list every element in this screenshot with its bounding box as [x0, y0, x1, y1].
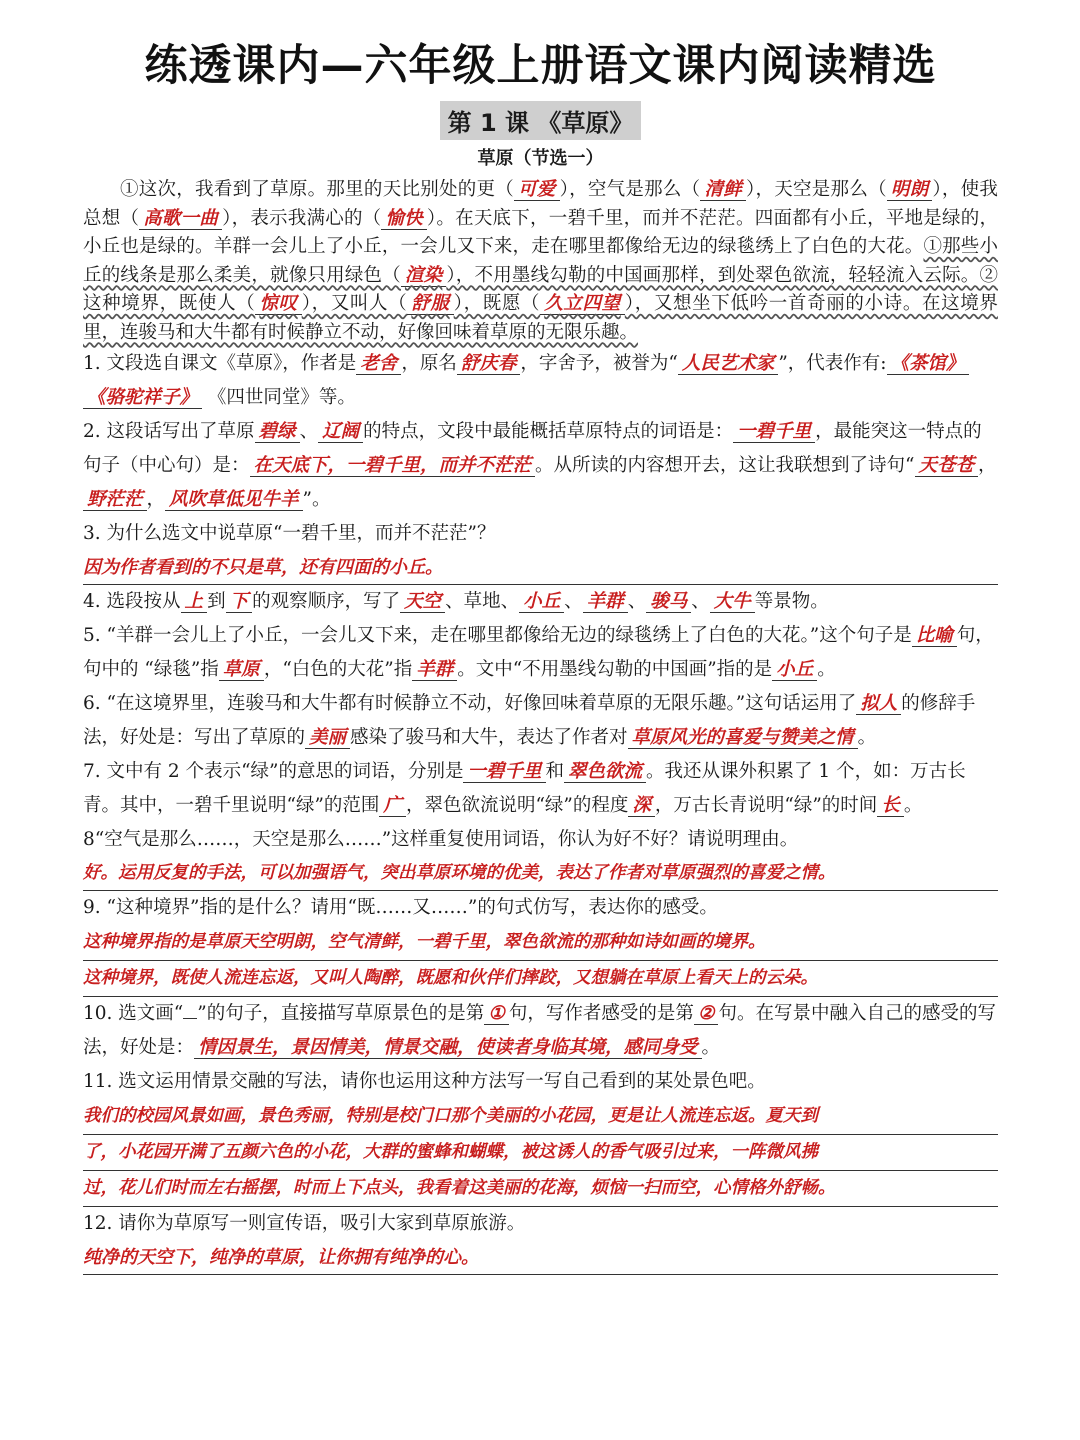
- underline-marker: [183, 1018, 197, 1019]
- question-2: 2. 这段话写出了草原 碧绿 、 辽阔 的特点，文段中最能概括草原特点的词语是： 一碧千里 ，最能突这一特点的句子（中心句）是： 在天底下，一碧千里，而并不茫茫 。从所读的内容想开去，这让我联想到了诗句“ 天苍苍 ，野茫茫 ， 风吹草低见牛羊 ”。: [83, 421, 997, 510]
- answer-blank: 久立四望: [540, 293, 625, 315]
- question-1: 1. 文段选自课文《草原》，作者是 老舍 ，原名 舒庆春 ，字舍予，被誉为“ 人民艺术家 ”，代表作有: 《茶馆》 《骆驼祥子》 《四世同堂》等。: [83, 347, 998, 415]
- question-4: 4. 选段按从 上 到 下 的观察顺序，写了 天空 、草地、 小丘 、 羊群 、 骏马 、 大牛 等景物。: [83, 591, 829, 612]
- question-5: 5. “羊群一会儿上了小丘，一会儿又下来，走在哪里都像给无边的绿毯绣上了白色的大花。”这个句子是 比喻 句，句中的 “绿毯”指 草原 ，“白色的大花”指 羊群 。文中“不用墨线勾勒的中国画”指的是 小丘 。: [83, 625, 994, 680]
- question-6: 6. “在这境界里，连骏马和大牛都有时候静立不动，好像回味着草原的无限乐趣。”这句话运用了 拟人 的修辞手法，好处是：写出了草原的 美丽 感染了骏马和大牛，表达了作者对 草原风光的喜爱与赞美之情 。: [83, 693, 976, 748]
- answer-8: 好。运用反复的手法，可以加强语气，突出草原环境的优美，表达了作者对草原强烈的喜爱之情。: [83, 857, 998, 891]
- question-8: 8“空气是那么……，天空是那么……”这样重复使用词语，你认为好不好？请说明理由。: [83, 829, 799, 850]
- page-title: 练透课内—六年级上册语文课内阅读精选: [144, 41, 937, 91]
- answer-blank: 愉快: [381, 208, 426, 230]
- answer-blank: 舒服: [407, 293, 453, 315]
- question-10: 10. 选文画“ ”的句子，直接描写草原景色的是第 ① 句，写作者感受的是第 ② 句。在写景中融入自己的感受的写法，好处是： 情因景生，景因情美，情景交融，使读者身临其境，感同身受 。: [83, 1003, 996, 1058]
- question-3: 3. 为什么选文中说草原“一碧千里，而并不茫茫”？: [83, 523, 496, 544]
- answer-11: 我们的校园风景如画，景色秀丽，特别是校门口那个美丽的小花园，更是让人流连忘返。夏天到 了，小花园开满了五颜六色的小花，大群的蜜蜂和蝴蝶，被这诱人的香气吸引过来，一阵微风拂 过，花儿们时而左右摇摆，时而上下点头，我看着这美丽的花海，烦恼一扫而空，心情格外舒畅。: [83, 1099, 998, 1207]
- reading-passage: ①这次，我看到了草原。那里的天比别处的更（ 可爱 ），空气是那么（ 清鲜 ），天空是那么（ 明朗 ），使我总想（ 高歌一曲 ），表示我满心的（ 愉快 ）。在天底下，一碧千里，而并不茫茫。四面都有小丘，平地是绿的，小丘也是绿的。羊群一会儿上了小丘，一会儿又下来，走在哪里都像给无边的绿毯绣上了白色的大花。①那些小丘的线条是那么柔美，就像只用绿色（ 渲染 ），不用墨线勾勒的中国画那样，到处翠色欲流，轻轻流入云际。②这种境界，既使人（ 惊叹 ），又叫人（ 舒服 ），既愿（ 久立四望 ），又想坐下低吟一首奇丽的小诗。在这境界里，连骏马和大牛都有时候静立不动，好像回味着草原的无限乐趣。: [83, 179, 998, 343]
- question-12: 12. 请你为草原写一则宣传语，吸引大家到草原旅游。: [83, 1213, 526, 1234]
- lesson-heading: 第 1 课 《草原》: [440, 101, 642, 140]
- passage-subtitle: 草原（节选一）: [477, 148, 604, 169]
- question-11: 11. 选文运用情景交融的写法，请你也运用这种方法写一写自己看到的某处景色吧。: [83, 1071, 766, 1092]
- answer-blank: 可爱: [514, 179, 560, 201]
- wavy-underlined-sentences: ①那些小丘的线条是那么柔美，就像只用绿色（ 渲染 ），不用墨线勾勒的中国画那样，到处翠色欲流，轻轻流入云际。②这种境界，既使人（ 惊叹 ），又叫人（ 舒服 ），既愿（ 久立四望 ），又想坐下低吟一首奇丽的小诗。在这境界里，连骏马和大牛都有时候静立不动，好像回味着草原的无限乐趣。: [83, 236, 998, 343]
- answer-9: 这种境界指的是草原天空明朗，空气清鲜，一碧千里，翠色欲流的那种如诗如画的境界。 这种境界，既使人流连忘返，又叫人陶醉，既愿和伙伴们摔跤，又想躺在草原上看天上的云朵。: [83, 925, 998, 997]
- question-9: 9. “这种境界”指的是什么？请用“既……又……”的句式仿写，表达你的感受。: [83, 897, 718, 918]
- answer-3: 因为作者看到的不只是草，还有四面的小丘。: [83, 551, 998, 585]
- answer-blank: 清鲜: [700, 179, 746, 201]
- answer-blank: 渲染: [401, 265, 446, 287]
- answer-12: 纯净的天空下，纯净的草原，让你拥有纯净的心。: [83, 1241, 998, 1275]
- answer-blank: 明朗: [887, 179, 933, 201]
- question-7: 7. 文中有 2 个表示“绿”的意思的词语，分别是 一碧千里 和 翠色欲流 。我还从课外积累了 1 个，如：万古长青。其中，一碧千里说明“绿”的范围 广 ，翠色欲流说明“绿”的程度 深 ，万古长青说明“绿”的时间 长 。: [83, 761, 966, 816]
- answer-blank: 高歌一曲: [139, 208, 222, 230]
- answer-blank: 惊叹: [255, 293, 301, 315]
